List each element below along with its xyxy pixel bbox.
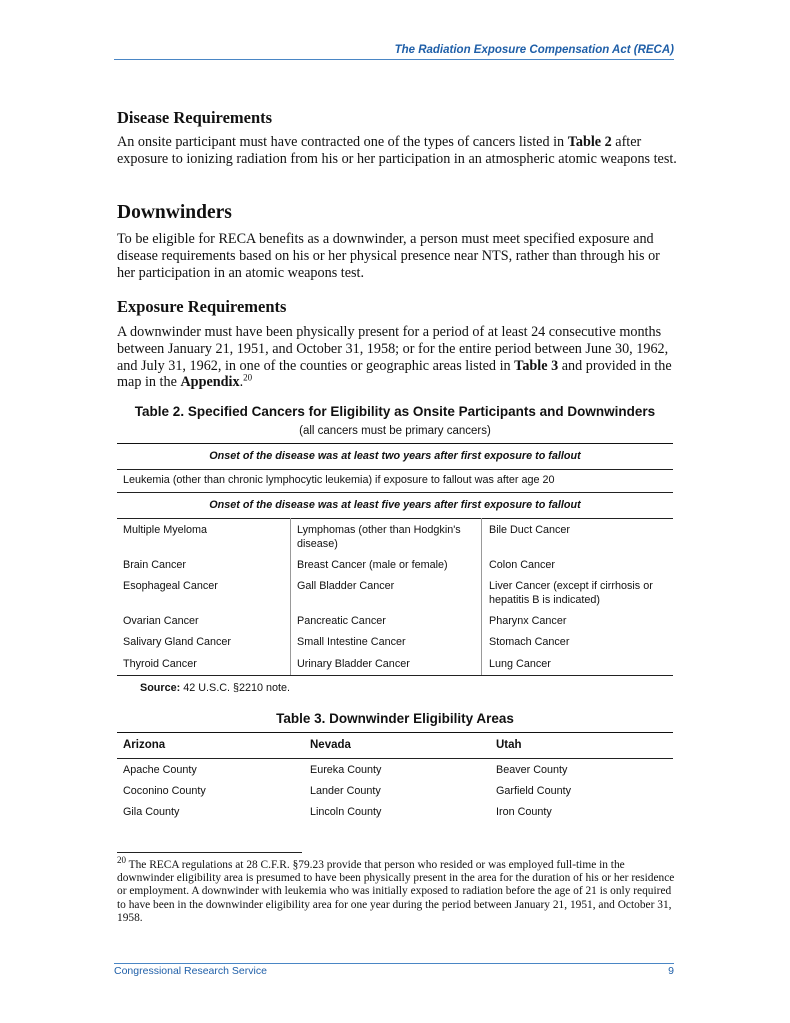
footnote-reference-mark: 20 <box>243 372 253 383</box>
table-3-cell: Coconino County <box>123 785 206 797</box>
exposure-para-part-1: A downwinder must have been physically present for a period of at least 24 consecutive months between January 21, 1951, and October 31, 1958; or for the entire period between June 30, 1962, and July 31, 1962, in one of the counties or geographic areas listed in <box>117 324 669 374</box>
table-2-cell: Pancreatic Cancer <box>297 615 386 627</box>
table-2-cell: Salivary Gland Cancer <box>123 636 232 648</box>
table-3-reference: Table 3 <box>514 357 559 374</box>
table-2-cell: Brain Cancer <box>123 559 187 571</box>
table-3-cell: Gila County <box>123 806 180 818</box>
table-2-band-two-years: Onset of the disease was at least two years after first exposure to fallout <box>209 450 581 462</box>
table-2-cell: Ovarian Cancer <box>123 615 199 627</box>
table-2-cell: Urinary Bladder Cancer <box>297 658 410 670</box>
table-3-column-header-nevada: Nevada <box>310 739 351 751</box>
table-2-cell: Lung Cancer <box>489 658 551 670</box>
table-2-column-divider <box>481 518 482 675</box>
table-3-title: Table 3. Downwinder Eligibility Areas <box>276 711 514 726</box>
downwinders-heading: Downwinders <box>117 202 232 223</box>
page-number: 9 <box>668 965 674 977</box>
table-3-column-header-utah: Utah <box>496 739 522 751</box>
disease-para-part-2: after exposure to ionizing radiation from his or her participation in an atmospheric atomic weapons test. <box>117 134 677 167</box>
table-2-bottom-rule <box>117 675 673 676</box>
table-2-cell: Multiple Myeloma <box>123 524 208 536</box>
footnote-separator <box>117 852 302 853</box>
appendix-reference: Appendix <box>180 374 240 391</box>
table-2-cell: Bile Duct Cancer <box>489 524 571 536</box>
table-2-source <box>140 682 290 694</box>
table-3-column-header-arizona: Arizona <box>123 739 166 751</box>
header-rule <box>114 59 674 60</box>
table-2-cell: Gall Bladder Cancer <box>297 580 395 592</box>
table-2-subtitle: (all cancers must be primary cancers) <box>299 425 491 437</box>
table-3-cell: Lander County <box>310 785 381 797</box>
table-2-cell: Small Intestine Cancer <box>297 636 406 648</box>
table-2-cell: Esophageal Cancer <box>123 580 218 592</box>
running-header-title: The Radiation Exposure Compensation Act (RECA) <box>394 44 674 56</box>
table-3-cell: Iron County <box>496 806 552 818</box>
disease-requirements-heading: Disease Requirements <box>117 108 273 127</box>
table-3-top-rule <box>117 732 673 733</box>
downwinders-paragraph: To be eligible for RECA benefits as a downwinder, a person must meet specified exposure and disease requirements based on his or her physical presence near NTS, rather than through his or her participation in an atomic weapons test. <box>117 231 660 281</box>
table-2-rule <box>117 469 673 470</box>
source-text: 42 U.S.C. §2210 note. <box>180 682 291 694</box>
table-2-cell: Liver Cancer (except if cirrhosis or hepatitis B is indicated) <box>489 580 653 606</box>
table-2-cell: Thyroid Cancer <box>123 658 197 670</box>
exposure-requirements-paragraph <box>117 324 677 391</box>
table-3-cell: Garfield County <box>496 785 572 797</box>
disease-requirements-paragraph <box>117 134 677 168</box>
table-2-cell: Pharynx Cancer <box>489 615 567 627</box>
footer-publisher: Congressional Research Service <box>114 965 267 977</box>
table-2-cell: Colon Cancer <box>489 559 556 571</box>
table-2-column-divider <box>290 518 291 675</box>
footnote-text: The RECA regulations at 28 C.F.R. §79.23 provide that person who resided or was employed full-time in the downwinder eligibility area is presumed to have been physically present in the area for the duration of his or her residence or employment. A downwinder with leukemia who was initially exposed to radiation before the age of 21 is only required to have been in the downwinder eligibility area for one year during the period between January 21, 1951, and October 31, 1958. <box>117 859 675 924</box>
table-3-cell: Lincoln County <box>310 806 382 818</box>
table-3-cell: Eureka County <box>310 764 382 776</box>
table-2-title: Table 2. Specified Cancers for Eligibility as Onsite Participants and Downwinders <box>134 404 656 419</box>
exposure-requirements-heading: Exposure Requirements <box>117 297 287 316</box>
table-2-rule <box>117 492 673 493</box>
table-2-cell: Breast Cancer (male or female) <box>297 559 448 571</box>
table-2-cell: Lymphomas (other than Hodgkin's disease) <box>297 524 461 550</box>
table-3-cell: Apache County <box>123 764 197 776</box>
table-2-band-five-years: Onset of the disease was at least five years after first exposure to fallout <box>209 499 581 511</box>
table-3-header-rule <box>117 758 673 759</box>
table-2-cell: Stomach Cancer <box>489 636 570 648</box>
footnote-20 <box>117 855 677 925</box>
table-2-reference: Table 2 <box>567 134 612 150</box>
exposure-para-part-2: and provided in the map in the <box>117 357 672 391</box>
footer-rule <box>114 963 674 964</box>
table-2-leukemia-row: Leukemia (other than chronic lymphocytic leukemia) if exposure to fallout was after age 20 <box>123 474 555 486</box>
table-3-cell: Beaver County <box>496 764 568 776</box>
source-label: Source: <box>140 682 181 694</box>
exposure-para-part-3: . <box>239 374 244 391</box>
disease-para-part-1: An onsite participant must have contracted one of the types of cancers listed in <box>117 134 568 150</box>
table-2-rule <box>117 518 673 519</box>
footnote-mark: 20 <box>117 855 126 866</box>
table-2-top-rule <box>117 443 673 444</box>
